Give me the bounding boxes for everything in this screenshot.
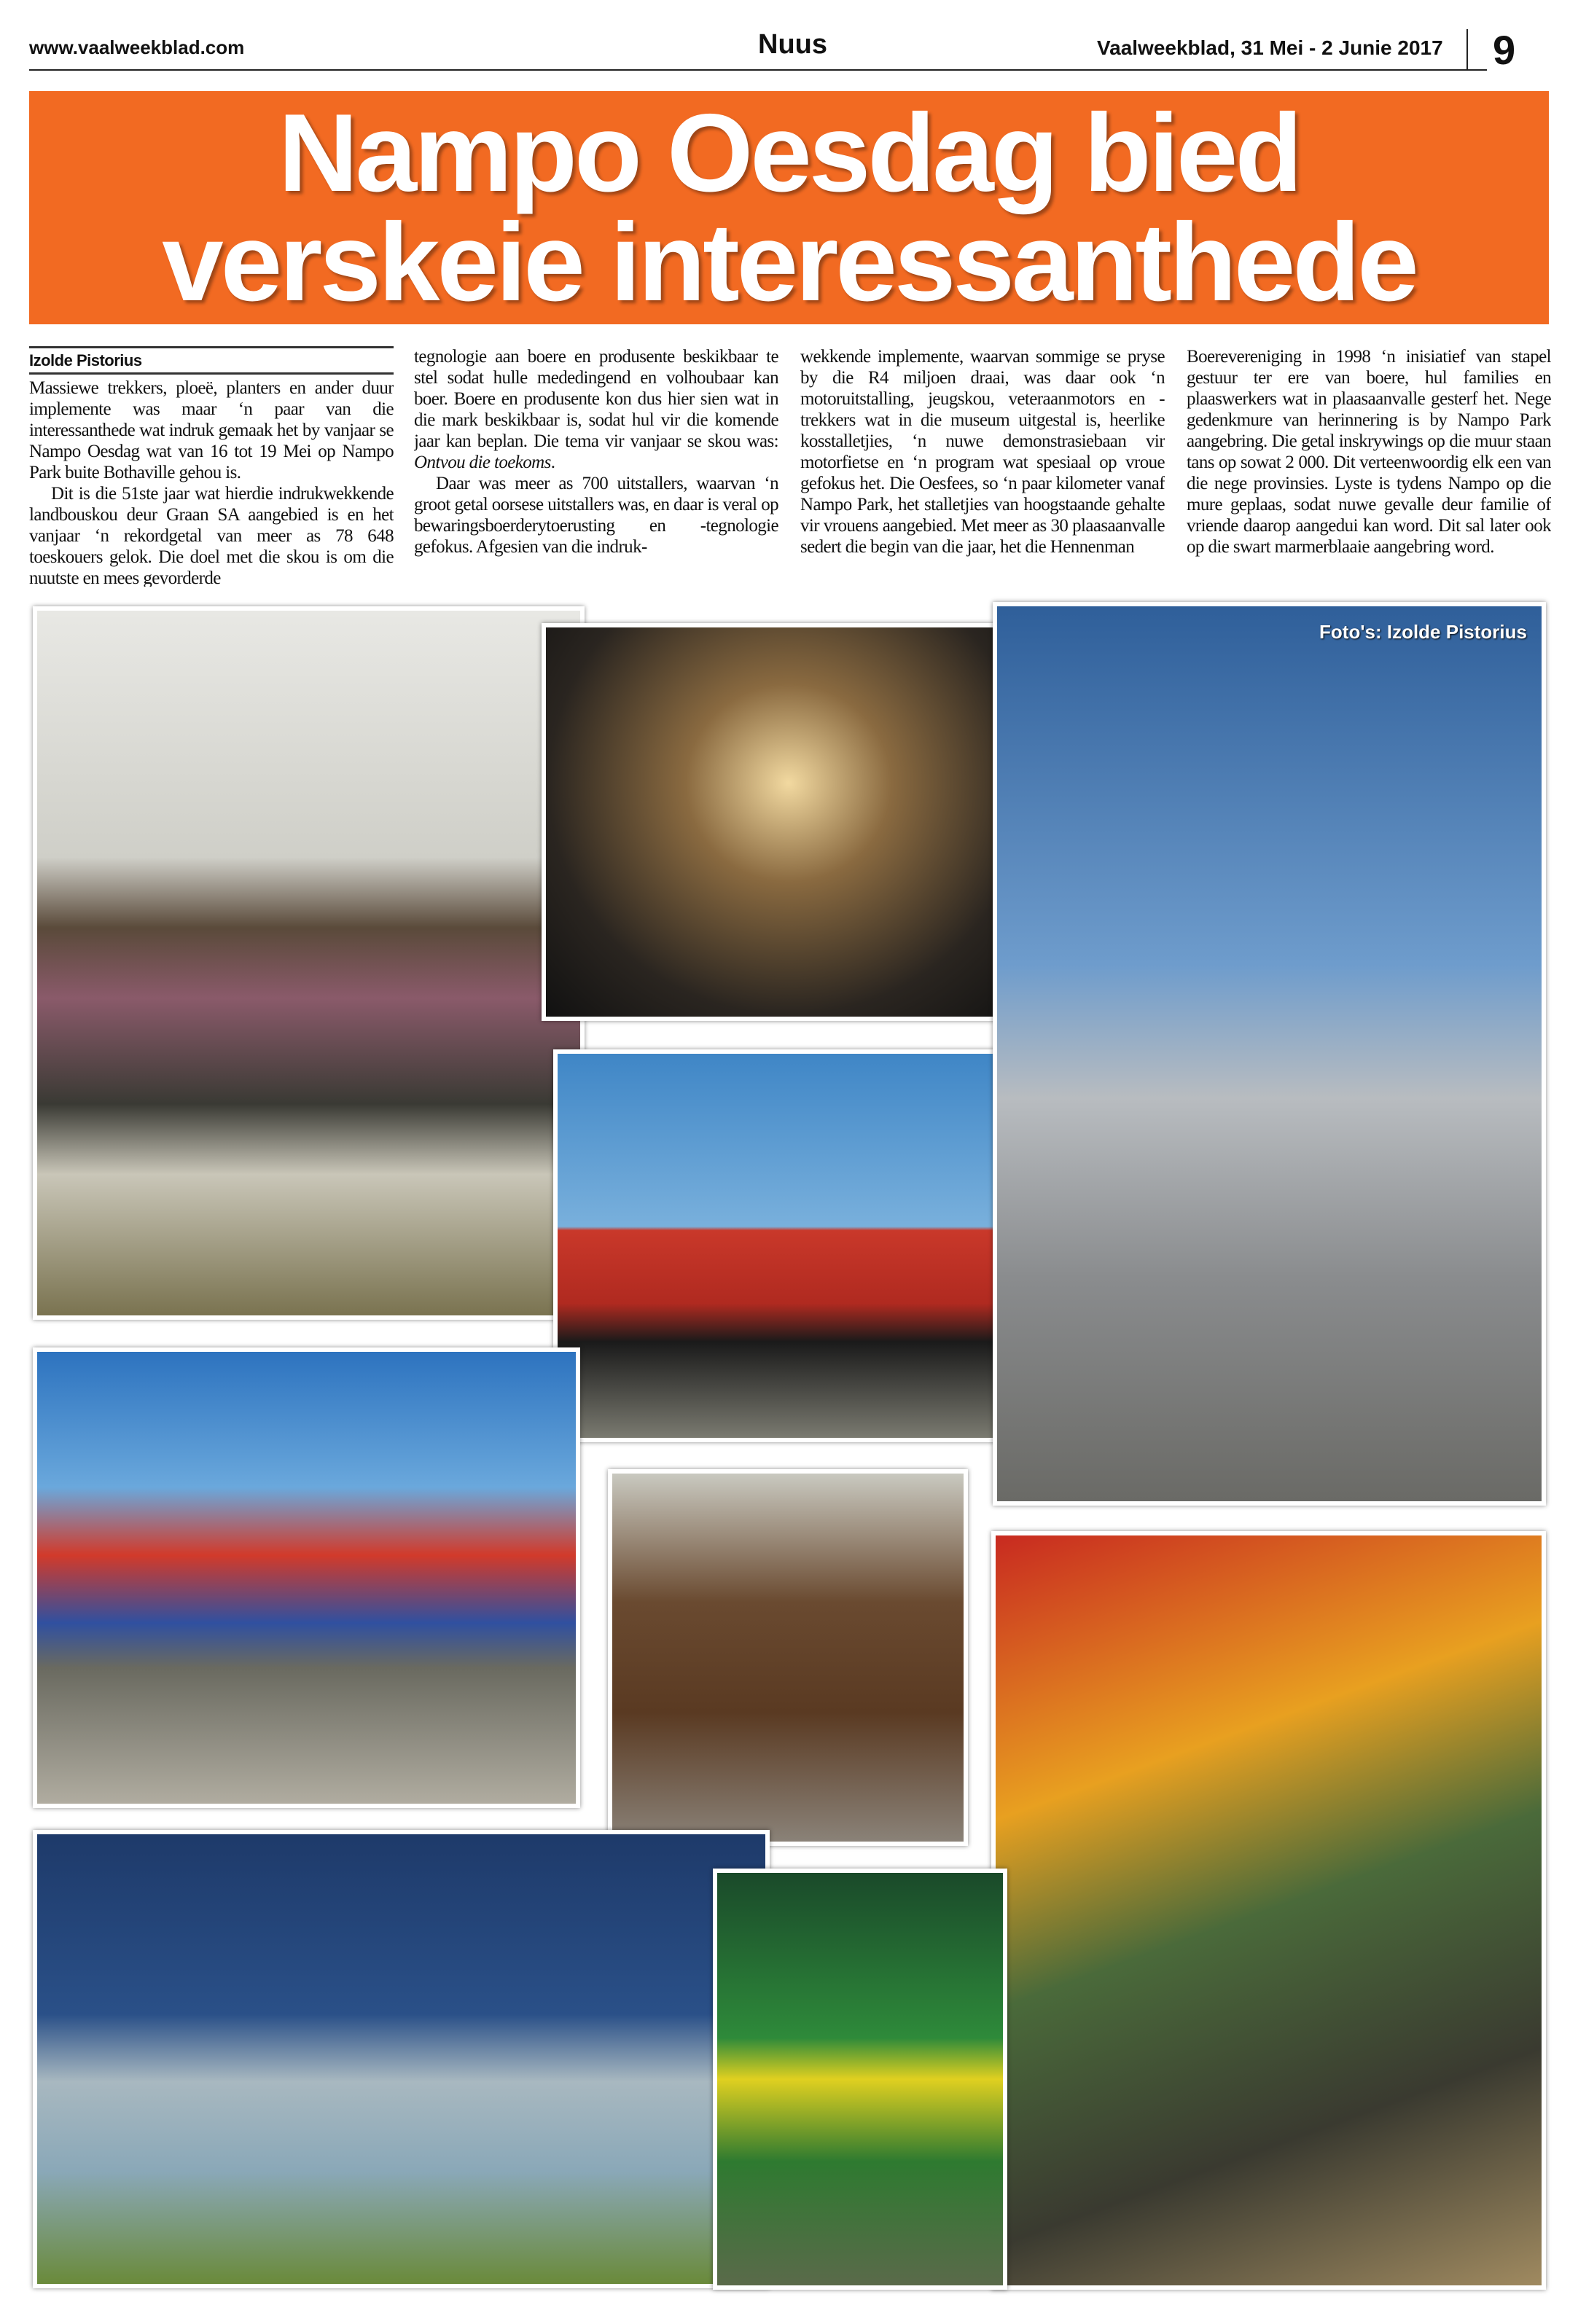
photo-red-tractor xyxy=(553,1049,1027,1442)
article-column-3 xyxy=(800,346,1165,587)
photo-market-tents xyxy=(33,606,585,1320)
headline-line1: Nampo Oesdag bied xyxy=(278,91,1300,215)
paragraph: Massiewe trekkers, ploeë, planters en ander duur implemente was maar ‘n paar van die interessanthede wat indruk gemaak het by vanjaar se Nampo Oesdag wat van 16 tot 19 Mei op Nampo Park buite Bothaville gehou is. xyxy=(29,378,394,482)
photo-green-tractor xyxy=(713,1869,1007,2290)
dateline: Vaalweekblad, 31 Mei - 2 Junie 2017 xyxy=(1097,36,1443,59)
photo-tunnel-greenhouse xyxy=(33,1830,770,2288)
article-column-1 xyxy=(29,346,394,587)
paragraph: Boerevereniging in 1998 ‘n inisiatief van stapel gestuur ter ere van boere, hul families en plaaswerkers wat in plaasaanvalle gesterf het. Nege gedenkmure van herinnering is by Nampo Park aangebring. Die getal inskrywings op die muur staan tans op sowat 2 000. Dit verteenwoordig elk een van die nege provinsies. Lyste is tydens Nampo op die mure geplaas, sodat nuwe gevalle deur familie of vriende daarop aangedui kan word. Dit sal later ook op die swart marmerblaaie aangebring word. xyxy=(1187,347,1551,557)
byline: Izolde Pistorius xyxy=(29,346,394,375)
photo-grain-silo xyxy=(993,602,1546,1506)
section-label: Nuus xyxy=(758,29,827,60)
page-number: 9 xyxy=(1493,27,1516,73)
paragraph: Dit is die 51ste jaar wat hierdie indrukwekkende landbouskou deur Graan SA aangebied is en het vanjaar ‘n rekordgetal van meer as 78 648 toeskouers gelok. Die doel met die skou is om die nuutste en mees gevorderde xyxy=(29,484,394,587)
paragraph: Daar was meer as 700 uitstallers, waarvan ‘n groot getal oorsese uitstallers was, en daar is veral op bewaringsboerderytoerusting en -tegnologie gefokus. Afgesien van die indruk- xyxy=(414,474,778,557)
headline-banner xyxy=(29,91,1549,324)
header-divider xyxy=(1466,29,1468,69)
website-url: www.vaalweekblad.com xyxy=(29,36,245,58)
photo-visitors-exhibit xyxy=(991,1531,1546,2290)
header-rule xyxy=(29,69,1487,71)
paragraph: wekkende implemente, waarvan sommige se pryse by die R4 miljoen draai, was daar ook ‘n motoruitstalling, jeugskou, veteraanmotors en -trekkers wat in die museum uitgestal is, heerlike kosstalletjies, ‘n nuwe demonstrasiebaan vir motorfietse en ‘n program wat spesiaal op vroue gefokus het. Die Oesfees, so ‘n paar kilometer vanaf Nampo Park, het stalletjies van hoogstaande gehalte vir vrouens aangebied. Met meer as 30 plaasaanvalle sedert die begin van die jaar, het die Hennenman xyxy=(800,347,1165,557)
article-column-4 xyxy=(1187,346,1551,587)
theme-text: Ontvou die toekoms xyxy=(414,453,551,472)
photo-racing-truck xyxy=(33,1347,580,1808)
paragraph: tegnologie aan boere en produsente beskikbaar te stel sodat hulle mededingend en volhoubaar kan boer. Boere en produsente kon dus hier sien wat in die mark beskikbaar is, sodat hul vir die komende jaar kan beplan. Die tema vir vanjaar se skou was: xyxy=(414,347,778,451)
period: . xyxy=(550,453,555,472)
article-column-2 xyxy=(414,346,778,587)
photo-interior-display xyxy=(542,623,1036,1021)
headline-line2: verskeie interessanthede xyxy=(162,200,1416,324)
photo-credit: Foto's: Izolde Pistorius xyxy=(1319,621,1527,643)
photo-vintage-tractor xyxy=(608,1469,968,1846)
